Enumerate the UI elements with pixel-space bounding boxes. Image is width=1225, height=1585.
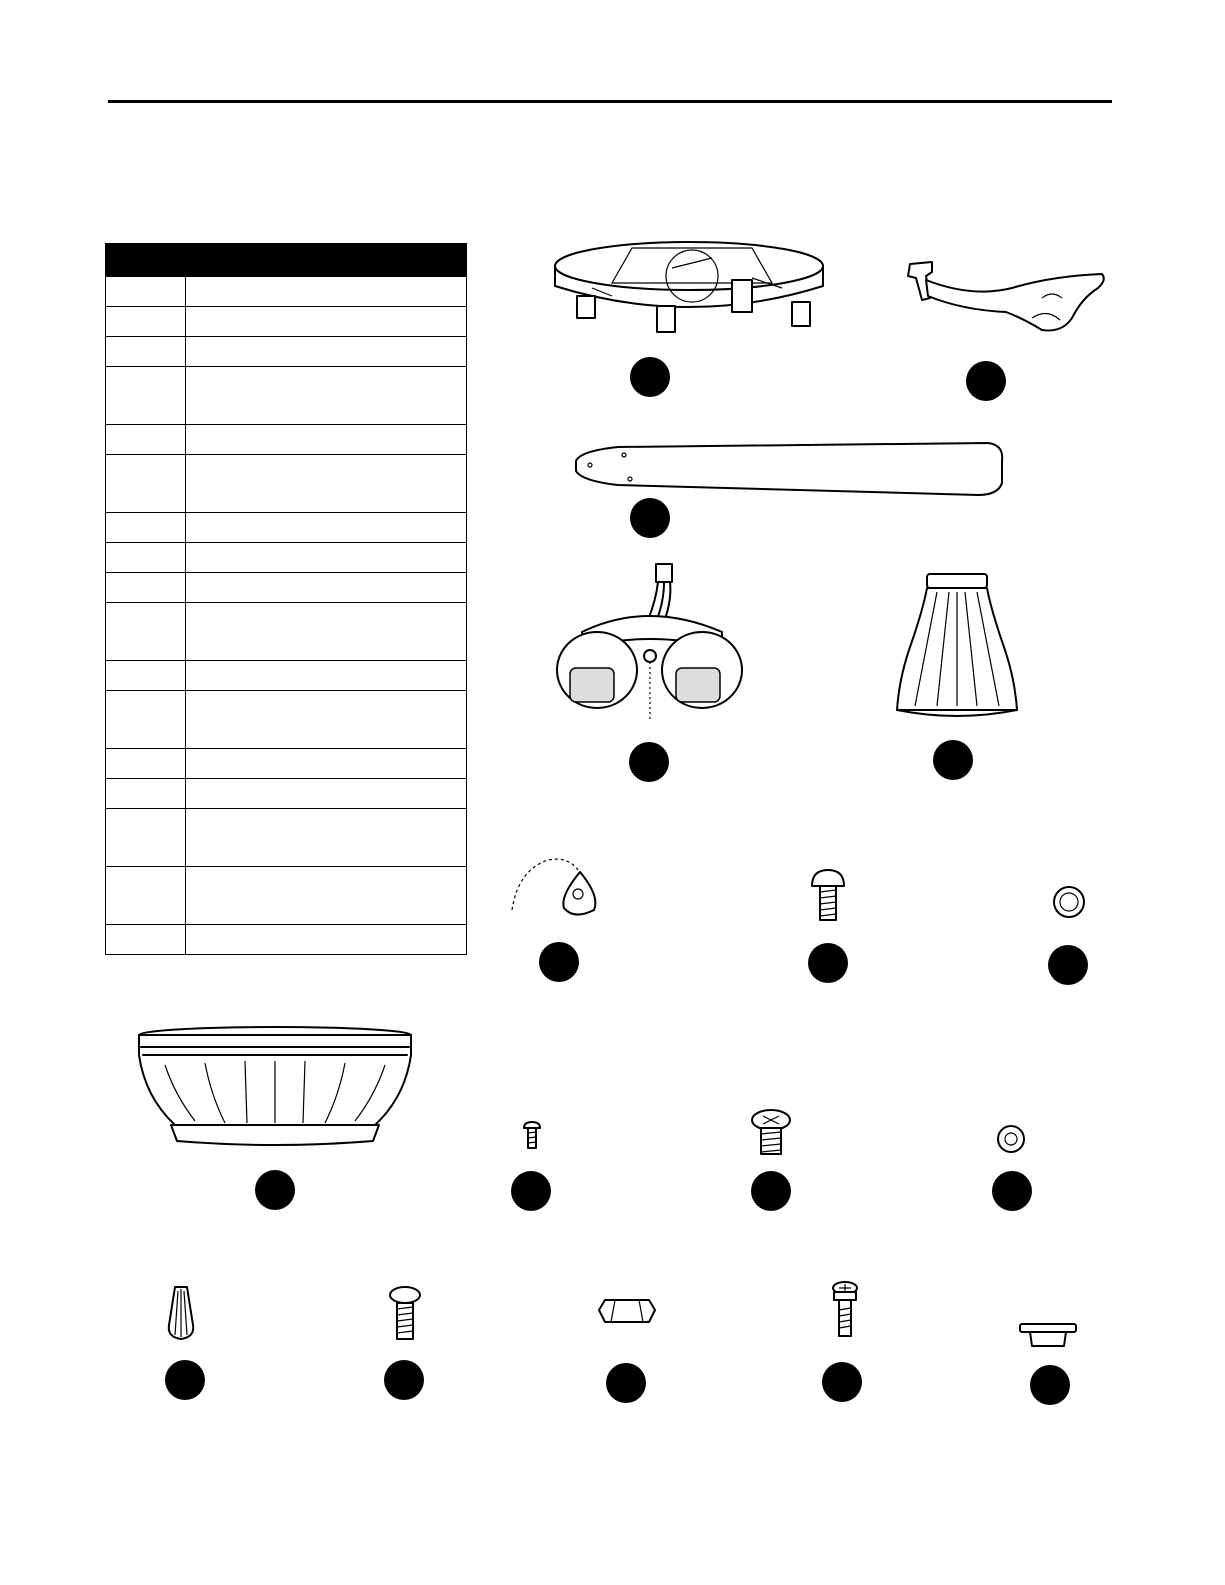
part-number-cell bbox=[106, 307, 186, 337]
light-kit-icon bbox=[552, 560, 752, 730]
part-number-cell bbox=[106, 925, 186, 955]
part-description-cell bbox=[186, 691, 467, 749]
part-badge-10 bbox=[511, 1171, 551, 1211]
description-column-header bbox=[186, 244, 467, 277]
part-badge-12 bbox=[992, 1171, 1032, 1211]
part-badge-2 bbox=[966, 361, 1006, 401]
part-number-cell bbox=[106, 543, 186, 573]
part-number-cell bbox=[106, 337, 186, 367]
blade-arm-icon bbox=[902, 258, 1108, 343]
parts-table-row bbox=[106, 455, 467, 513]
part-description-cell bbox=[186, 455, 467, 513]
flat-washer-icon bbox=[996, 1124, 1026, 1159]
part-description-cell bbox=[186, 425, 467, 455]
part-description-cell bbox=[186, 513, 467, 543]
parts-table-row bbox=[106, 603, 467, 661]
parts-table-row bbox=[106, 277, 467, 307]
pull-chain-icon bbox=[508, 850, 618, 925]
parts-table-row bbox=[106, 513, 467, 543]
part-number-cell bbox=[106, 573, 186, 603]
top-rule bbox=[108, 100, 1112, 103]
parts-table-row bbox=[106, 573, 467, 603]
part-badge-7 bbox=[808, 943, 848, 983]
part-number-cell bbox=[106, 779, 186, 809]
parts-table-row bbox=[106, 809, 467, 867]
part-badge-1 bbox=[630, 357, 670, 397]
parts-table bbox=[105, 243, 467, 955]
part-number-cell bbox=[106, 603, 186, 661]
part-column-header bbox=[106, 244, 186, 277]
part-badge-8 bbox=[1048, 945, 1088, 985]
part-number-cell bbox=[106, 749, 186, 779]
finial-cap-icon bbox=[1018, 1322, 1078, 1355]
part-description-cell bbox=[186, 867, 467, 925]
part-badge-14 bbox=[384, 1360, 424, 1400]
blade-screw-icon bbox=[808, 868, 848, 929]
part-number-cell bbox=[106, 661, 186, 691]
part-description-cell bbox=[186, 661, 467, 691]
part-description-cell bbox=[186, 307, 467, 337]
small-screw-icon bbox=[522, 1120, 542, 1155]
part-description-cell bbox=[186, 809, 467, 867]
parts-table-row bbox=[106, 543, 467, 573]
part-number-cell bbox=[106, 367, 186, 425]
parts-table-row bbox=[106, 367, 467, 425]
part-description-cell bbox=[186, 277, 467, 307]
part-description-cell bbox=[186, 367, 467, 425]
part-description-cell bbox=[186, 337, 467, 367]
lock-washer-icon bbox=[1052, 885, 1086, 924]
part-badge-13 bbox=[165, 1360, 205, 1400]
part-description-cell bbox=[186, 749, 467, 779]
part-number-cell bbox=[106, 425, 186, 455]
part-badge-9 bbox=[255, 1170, 295, 1210]
motor-housing-icon bbox=[552, 238, 826, 353]
parts-table-row bbox=[106, 691, 467, 749]
part-badge-3 bbox=[630, 498, 670, 538]
wire-nut-icon bbox=[165, 1285, 197, 1346]
parts-table-row bbox=[106, 661, 467, 691]
part-badge-16 bbox=[822, 1362, 862, 1402]
bolt-icon bbox=[830, 1280, 860, 1345]
parts-table-row bbox=[106, 925, 467, 955]
parts-table-row bbox=[106, 425, 467, 455]
part-badge-15 bbox=[606, 1363, 646, 1403]
fan-blade-icon bbox=[568, 441, 1008, 502]
part-badge-6 bbox=[539, 942, 579, 982]
part-number-cell bbox=[106, 513, 186, 543]
machine-screw-icon bbox=[388, 1285, 422, 1346]
part-badge-17 bbox=[1030, 1365, 1070, 1405]
parts-table-row bbox=[106, 867, 467, 925]
glass-bowl-icon bbox=[135, 1025, 415, 1152]
glass-shade-icon bbox=[893, 570, 1021, 725]
part-number-cell bbox=[106, 809, 186, 867]
part-badge-5 bbox=[933, 740, 973, 780]
part-description-cell bbox=[186, 779, 467, 809]
part-description-cell bbox=[186, 925, 467, 955]
part-number-cell bbox=[106, 277, 186, 307]
parts-table-row bbox=[106, 337, 467, 367]
part-description-cell bbox=[186, 603, 467, 661]
parts-table-row bbox=[106, 749, 467, 779]
parts-table-row bbox=[106, 307, 467, 337]
hex-nut-icon bbox=[597, 1296, 657, 1331]
part-description-cell bbox=[186, 543, 467, 573]
part-badge-4 bbox=[629, 742, 669, 782]
part-number-cell bbox=[106, 455, 186, 513]
part-number-cell bbox=[106, 867, 186, 925]
part-description-cell bbox=[186, 573, 467, 603]
parts-table-header bbox=[106, 244, 467, 277]
parts-table-row bbox=[106, 779, 467, 809]
part-badge-11 bbox=[751, 1171, 791, 1211]
part-number-cell bbox=[106, 691, 186, 749]
mounting-screw-icon bbox=[750, 1108, 792, 1161]
